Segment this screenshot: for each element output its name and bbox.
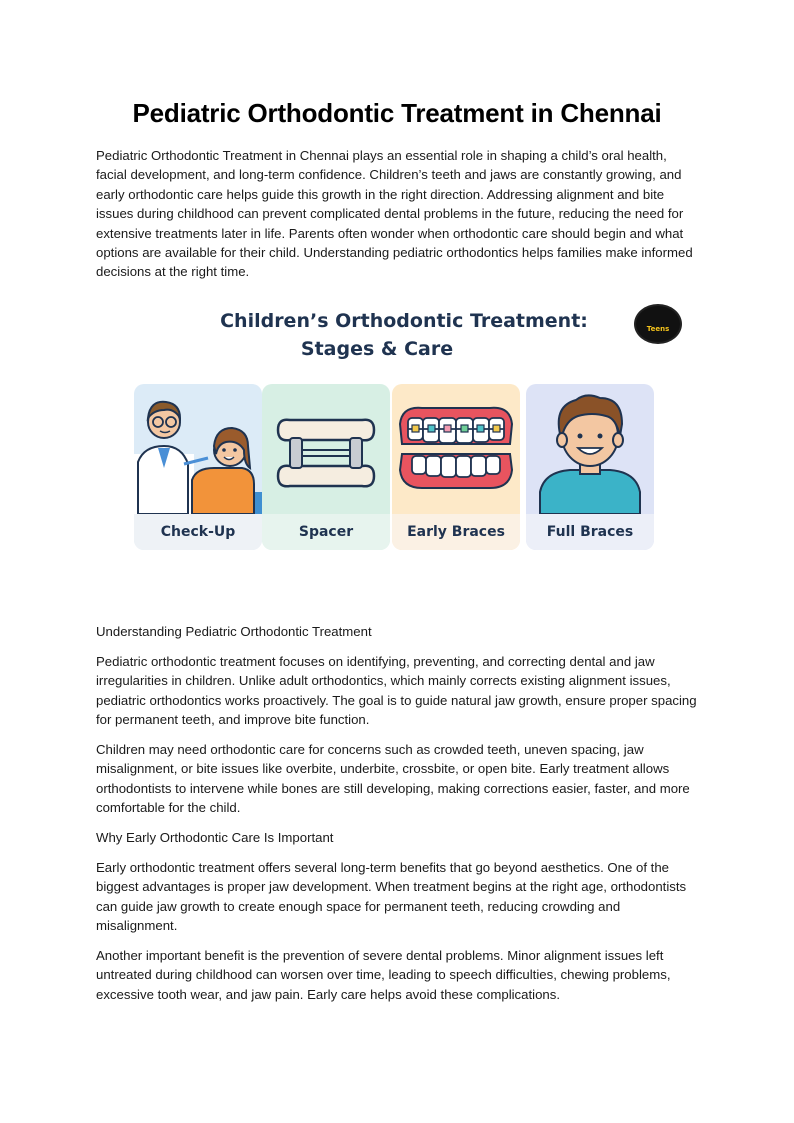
- stage-card-full-braces: [526, 384, 654, 550]
- section-paragraph: Children may need orthodontic care for concerns such as crowded teeth, uneven spacing, jaw misalignment, or bite issues like overbite, underbite, crossbite, or open bite. Early treatment allows orthodontists to intervene while bones are still developing, making corrections easier, faster, and more comfortable for the child.: [96, 742, 690, 816]
- infographic: [126, 292, 696, 560]
- section-paragraph: Early orthodontic treatment offers several long-term benefits that go beyond aesthetics. One of the biggest advantages is proper jaw development. When treatment begins at the right age, orthodontists can guide jaw growth to create enough space for permanent teeth, reducing crowding and misalignment.: [96, 860, 687, 934]
- infographic-title-line1: Children’s Orthodontic Treatment:: [220, 310, 588, 332]
- section-paragraph: Another important benefit is the prevention of severe dental problems. Minor alignment issues left untreated during childhood can worsen over time, leading to speech difficulties, chewing problems, excessive tooth wear, and jaw pain. Early care helps avoid these complications.: [96, 948, 671, 1002]
- spacer-appliance-illustration: [262, 384, 390, 514]
- stage-card-checkup: [134, 384, 262, 550]
- infographic-title-line2: Stages & Care: [300, 338, 454, 360]
- intro-paragraph: Pediatric Orthodontic Treatment in Chennai plays an essential role in shaping a child’s oral health, facial development, and long-term confidence. Children’s teeth and jaws are constantly growing, and early orthodontic care helps guide this growth in the right direction. Addressing alignment and bite issues during childhood can prevent complicated dental problems in the future, reducing the need for extensive treatments later in life. Parents often wonder when orthodontic care should begin and what options are available for their child. Understanding pediatric orthodontics helps families make informed decisions at the right time.: [96, 148, 693, 280]
- stage-label-early-braces: Early Braces: [392, 514, 520, 550]
- stage-label-full-braces: Full Braces: [526, 514, 654, 550]
- clinic-logo: [634, 304, 682, 344]
- stage-card-early-braces: [392, 384, 520, 550]
- section-heading-why-early: Why Early Orthodontic Care Is Important: [96, 830, 334, 845]
- braces-teeth-illustration: [392, 384, 520, 514]
- section-paragraph: Pediatric orthodontic treatment focuses on identifying, preventing, and correcting dental and jaw irregularities in children. Unlike adult orthodontics, which mainly corrects existing alignment issues, pediatric orthodontics works proactively. The goal is to guide natural jaw growth, ensure proper spacing for permanent teeth, and improve bite function.: [96, 654, 697, 728]
- section-heading-understanding: Understanding Pediatric Orthodontic Treatment: [96, 624, 372, 639]
- smiling-child-illustration: [526, 384, 654, 514]
- logo-text: Teens: [646, 325, 670, 333]
- page-title: Pediatric Orthodontic Treatment in Chennai: [132, 98, 662, 128]
- stage-label-spacer: Spacer: [262, 514, 390, 550]
- stage-label-checkup: Check-Up: [134, 514, 262, 550]
- dentist-child-illustration: [134, 384, 262, 514]
- stage-card-spacer: [262, 384, 390, 550]
